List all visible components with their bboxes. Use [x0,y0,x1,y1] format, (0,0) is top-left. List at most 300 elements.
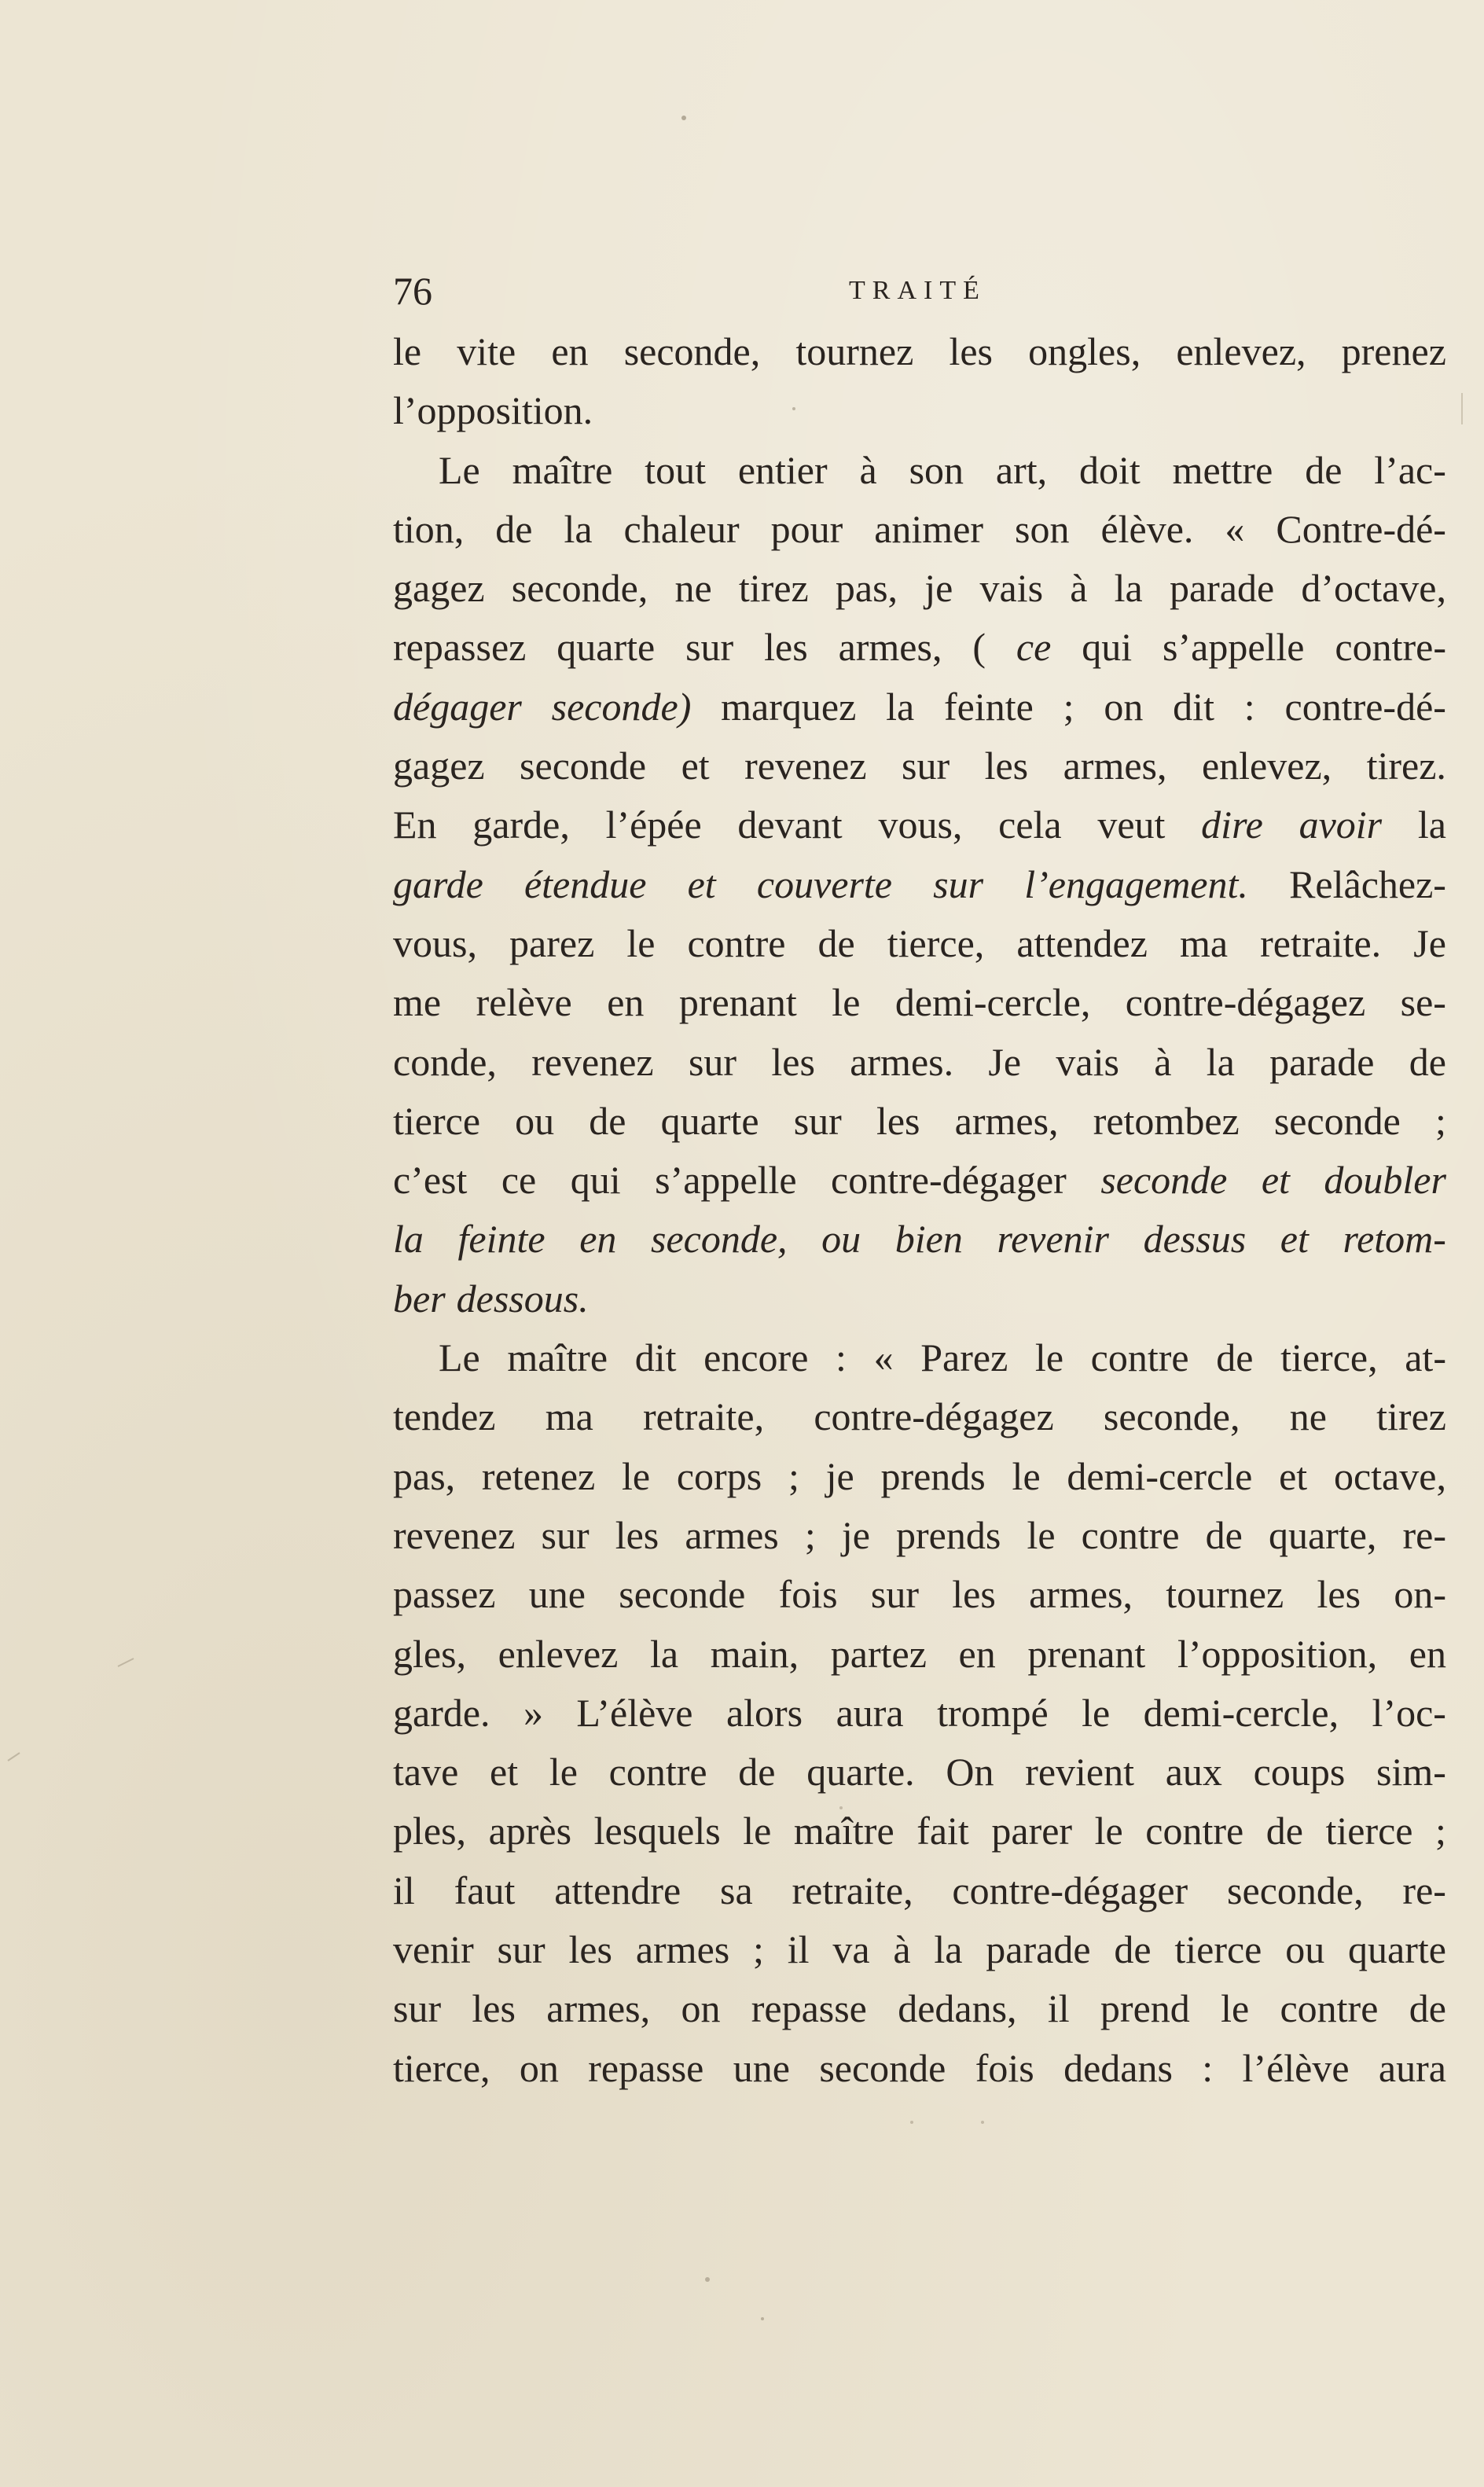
text-line [393,1920,1446,1979]
text-word: attendez [1016,920,1148,965]
text-word: entier [737,447,828,492]
text-word: armes, [1029,1572,1133,1617]
text-word: alors [725,1690,803,1735]
text-word: dire [1201,803,1263,847]
text-word: et [681,744,710,788]
text-word: garde [393,861,483,906]
text-word: le [1012,1453,1041,1498]
text-word: et [490,1750,519,1795]
text-word: passez [393,1572,496,1617]
text-word: de [1265,1809,1303,1853]
text-word: ma [545,1394,593,1439]
text-word: ou [1285,1927,1325,1972]
text-word: seconde [619,1572,746,1617]
text-word: octave, [1333,1453,1446,1498]
text-word: garde. [393,1690,490,1735]
text-word: je [924,566,953,611]
text-word: retom- [1343,1217,1446,1262]
text-word: faut [454,1868,516,1912]
text-word: vous, [878,803,963,847]
text-word: retenez [481,1453,596,1498]
text-line [393,1743,1446,1802]
text-word: tion, [393,506,465,551]
text-word: le [1094,1809,1123,1853]
text-word: sur [393,1986,442,2031]
text-word: doubler [1324,1158,1446,1203]
text-word: retraite, [643,1394,765,1439]
text-word: tierce [1174,1927,1262,1972]
text-word: sur [497,1927,545,1972]
body-text [393,322,1446,2098]
text-word: le [393,329,422,373]
text-word: tirez [738,566,809,611]
text-word: on- [1394,1572,1446,1617]
text-word: contre-dégagez [814,1394,1054,1439]
text-word: de [495,506,533,551]
text-word: Parez [920,1335,1008,1380]
text-word: qui [570,1158,621,1203]
text-line [393,441,1446,500]
text-word: me [393,980,442,1025]
text-word: contre-dé- [1284,684,1446,729]
text-word: la [886,684,915,729]
text-word: l’opposition. [393,388,593,433]
text-word: l’engagement. [1024,861,1248,906]
text-line [393,855,1446,914]
text-word: de [1409,1039,1446,1084]
text-word: de [1216,1335,1254,1380]
text-word: vais [1056,1039,1119,1084]
text-word: ; [1435,1098,1446,1143]
text-word: le [1082,1690,1111,1735]
text-word: tirez [1376,1394,1446,1439]
text-word: l’oc- [1372,1690,1446,1735]
text-word: pas, [835,566,898,611]
text-word: aura [836,1690,904,1735]
text-word: armes, [1063,744,1167,788]
text-word: le [832,980,861,1025]
text-word: gles, [393,1631,467,1676]
text-word: Contre-dé- [1276,506,1446,551]
text-word: il [393,1868,415,1912]
text-word: at- [1405,1335,1446,1380]
text-word: retraite, [792,1868,913,1912]
text-word: Le [439,447,480,492]
text-word: seconde, [1227,1868,1364,1912]
text-word: doit [1079,447,1141,492]
text-word: vais [979,566,1044,611]
text-word: ples, [393,1809,467,1853]
text-word: et [1279,1453,1308,1498]
text-word: sur [685,625,734,670]
text-word: on [1104,684,1144,729]
text-word: ce [501,1158,537,1203]
text-word: « [1225,506,1245,551]
text-word: parade [1169,566,1275,611]
text-word: conde, [393,1039,497,1084]
text-line [393,737,1446,795]
text-word: de [1205,1512,1243,1557]
text-word: fois [975,2045,1034,2090]
text-word: d’octave, [1301,566,1446,611]
text-word: seconde [1273,1098,1401,1143]
text-word: tierce, [1280,1335,1378,1380]
text-word: de [589,1098,626,1143]
text-word: à [1154,1039,1172,1084]
text-word: les [615,1512,659,1557]
text-word: enlevez, [1201,744,1332,788]
text-word: le [1027,1512,1056,1557]
text-line [393,1447,1446,1506]
text-line [393,678,1446,737]
text-line [393,914,1446,973]
text-word: de [817,920,855,965]
text-word: veut [1097,803,1166,847]
text-word: en [958,1631,996,1676]
text-word: feinte [944,684,1034,729]
text-word: lesquels [593,1809,721,1853]
text-word: tirez. [1366,744,1446,788]
text-word: ma [1179,920,1229,965]
text-word: seconde) [551,684,692,729]
text-word: tout [645,447,706,492]
text-word: ; [788,1453,799,1498]
text-line [393,1802,1446,1861]
text-word: relève [476,980,572,1025]
text-word: pas, [393,1453,456,1498]
text-word: les [568,1927,613,1972]
text-line [393,1092,1446,1151]
text-word: venir [393,1927,474,1972]
text-word: prenez [1341,329,1446,373]
text-word: corps [676,1453,762,1498]
text-word: les [949,329,994,373]
text-word: fait [916,1809,969,1853]
text-line [393,1151,1446,1210]
text-word: maître [507,1335,608,1380]
text-line [393,1565,1446,1624]
text-word: devant [737,803,843,847]
text-word: tierce, [393,2045,490,2090]
text-word: parade [1269,1039,1375,1084]
text-word: seconde, [623,329,761,373]
running-head [393,259,1446,322]
text-word: armes, [954,1098,1059,1143]
text-word: partez [830,1631,927,1676]
text-word: à [1070,566,1088,611]
text-word: vous, [393,920,477,965]
text-line [393,1033,1446,1092]
text-word: en [1409,1631,1446,1676]
text-word: parez [509,920,595,965]
text-line [393,795,1446,854]
text-word: en [579,1217,617,1262]
text-word: en [607,980,645,1025]
text-word: enlevez [498,1631,619,1676]
text-word: le [549,1750,578,1795]
text-word: dit [1173,684,1214,729]
text-word: On [946,1750,994,1795]
text-word: le [626,920,656,965]
text-word: contre [1090,1335,1189,1380]
text-word: prends [896,1512,1001,1557]
text-word: demi-cercle, [894,980,1091,1025]
text-word: animer [874,506,984,551]
text-word: tournez [795,329,914,373]
text-word: feinte [457,1217,545,1262]
text-word: les [876,1098,920,1143]
text-word: c’est [393,1158,468,1203]
text-word: l’élève [1242,2045,1350,2090]
text-word: maître [793,1809,894,1853]
text-line [393,1684,1446,1743]
text-word: sa [720,1868,753,1912]
text-word: contre-dégager [952,1868,1188,1912]
text-word: et [1280,1217,1309,1262]
text-word: armes, [546,1986,651,2031]
text-word: seconde, [511,566,648,611]
text-word: de [1114,1927,1152,1972]
text-word: attendre [554,1868,681,1912]
text-word: pour [770,506,843,551]
text-word: gagez [393,566,485,611]
text-word: art, [995,447,1048,492]
text-word: la [1114,566,1143,611]
text-word: de [1409,1986,1446,2031]
text-word: à [893,1927,911,1972]
text-word: l’opposition, [1177,1631,1378,1676]
text-word: dessous. [456,1276,589,1321]
text-word: la [393,1217,424,1262]
text-word: seconde [819,2045,946,2090]
text-word: une [528,1572,586,1617]
text-word: revenez [393,1512,516,1557]
page-number: 76 [393,269,432,313]
text-word: En [393,803,437,847]
text-word: seconde, [1103,1394,1240,1439]
text-word: encore [703,1335,809,1380]
text-word: s’appelle [655,1158,797,1203]
text-word: le [1221,1986,1250,2031]
text-word: avoir [1298,803,1383,847]
text-word: prend [1100,1986,1190,2031]
text-word: contre-dégagez [1125,980,1366,1025]
text-word: repassez [393,625,527,670]
text-word: s’appelle [1163,625,1305,670]
text-word: enlevez, [1176,329,1306,373]
text-word: revenez [531,1039,654,1084]
text-word: je [825,1453,854,1498]
text-word: quarte [556,625,656,670]
text-word: ; [804,1512,816,1557]
text-word: la [649,1631,679,1676]
text-word: contre [1145,1809,1244,1853]
text-word: son [909,447,964,492]
text-word: chaleur [623,506,740,551]
text-word: parer [991,1809,1073,1853]
text-word: vite [457,329,516,373]
text-word: contre [1280,1986,1379,2031]
text-word: seconde [1100,1158,1228,1203]
text-word: quarte. [806,1750,915,1795]
text-word: retombez [1093,1098,1240,1143]
text-word: ne [674,566,712,611]
text-word: bien [894,1217,963,1262]
text-word: : [1202,2045,1214,2090]
text-word: sim- [1376,1750,1446,1795]
text-word: sur [541,1512,590,1557]
text-word: Le [439,1335,480,1380]
text-word: Je [988,1039,1022,1084]
text-word: ; [753,1927,764,1972]
text-word: en [551,329,589,373]
text-word: se- [1400,980,1446,1025]
text-word: prenant [678,980,797,1025]
text-word: : [836,1335,847,1380]
text-word: aux [1165,1750,1222,1795]
text-word: une [733,2045,790,2090]
text-word: couverte [756,861,892,906]
text-word: ( [972,625,986,670]
text-word: armes [635,1927,730,1972]
text-word: contre- [1335,625,1446,670]
text-word: les [984,744,1029,788]
text-word: prends [880,1453,986,1498]
text-word: contre-dégager [831,1158,1067,1203]
text-word: les [1317,1572,1361,1617]
text-word: les [771,1039,815,1084]
text-word: contre [1081,1512,1180,1557]
text-word: tournez [1166,1572,1284,1617]
text-word: contre [687,920,786,965]
text-word: armes [685,1512,779,1557]
text-word: seconde, [651,1217,788,1262]
text-word: l’ac- [1374,447,1446,492]
text-word: après [488,1809,572,1853]
text-word: quarte [660,1098,759,1143]
text-word: aura [1378,2045,1446,2090]
text-word: ; [1063,684,1074,729]
text-word: ou [515,1098,555,1143]
text-word: tierce [393,1098,481,1143]
text-word: prenant [1027,1631,1146,1676]
text-word: l’épée [605,803,702,847]
text-word: cela [998,803,1062,847]
text-word: Relâchez- [1289,861,1446,906]
text-word: main, [710,1631,799,1676]
text-word: sur [902,744,950,788]
text-word: revient [1025,1750,1135,1795]
text-word: demi-cercle [1067,1453,1253,1498]
text-word: seconde [520,744,647,788]
running-title: TRAITÉ [849,276,986,305]
text-word: revenez [744,744,867,788]
text-word: va [832,1927,870,1972]
text-word: de [738,1750,776,1795]
text-word: étendue [523,861,647,906]
text-word: re- [1402,1868,1446,1912]
text-word: repasse [588,2045,704,2090]
text-word: repasse [751,1986,867,2031]
text-line [393,1861,1446,1920]
text-word: les [764,625,808,670]
text-word: le [743,1809,772,1853]
text-line [393,1979,1446,2038]
text-word: à [859,447,877,492]
text-word: la [564,506,593,551]
text-word: quarte [1348,1927,1446,1972]
text-word: demi-cercle, [1143,1690,1339,1735]
text-word: mettre [1172,447,1273,492]
text-line [393,559,1446,618]
text-word: » [523,1690,543,1735]
text-word: ce [1016,625,1052,670]
text-word: dedans, [898,1986,1017,2031]
text-word: trompé [937,1690,1049,1735]
text-word: son [1015,506,1070,551]
text-word: il [1047,1986,1070,2031]
text-word: les [952,1572,996,1617]
text-word: coups [1253,1750,1346,1795]
text-word: quarte, [1268,1512,1377,1557]
text-word: revenir [997,1217,1109,1262]
text-word: ber [393,1276,446,1321]
text-line [393,500,1446,559]
text-word: armes, [838,625,942,670]
text-line [393,1387,1446,1446]
text-word: ne [1289,1394,1327,1439]
text-word: on [519,2045,559,2090]
text-word: élève. [1100,506,1194,551]
text-word: dégager [393,684,522,729]
text-word: L’élève [576,1690,693,1735]
text-word: tave [393,1750,459,1795]
text-word: « [873,1335,894,1380]
text-line [393,1210,1446,1269]
text-word: retraite. [1260,920,1382,965]
text-line [393,1328,1446,1387]
text-word: dit [634,1335,677,1380]
text-line [393,973,1446,1032]
text-word: ou [821,1217,861,1262]
text-word: la [934,1927,963,1972]
text-word: de [1305,447,1343,492]
text-word: maître [512,447,613,492]
text-line [393,2039,1446,2098]
text-word: sur [793,1098,842,1143]
text-word: je [841,1512,870,1557]
text-word: contre [608,1750,707,1795]
text-word: dedans [1063,2045,1173,2090]
text-word: Je [1413,920,1446,965]
text-word: tierce, [887,920,985,965]
text-word: parade [986,1927,1091,1972]
text-word: il [787,1927,810,1972]
text-word: marquez [721,684,857,729]
text-word: : [1243,684,1255,729]
text-line [393,381,1446,440]
text-word: la [1206,1039,1235,1084]
text-word: on [681,1986,721,2031]
text-line [393,1506,1446,1565]
text-word: sur [933,861,984,906]
text-word: qui [1082,625,1133,670]
text-word: sur [688,1039,737,1084]
text-word: garde, [472,803,570,847]
text-word: sur [870,1572,919,1617]
text-word: armes. [850,1039,954,1084]
text-word: gagez [393,744,485,788]
